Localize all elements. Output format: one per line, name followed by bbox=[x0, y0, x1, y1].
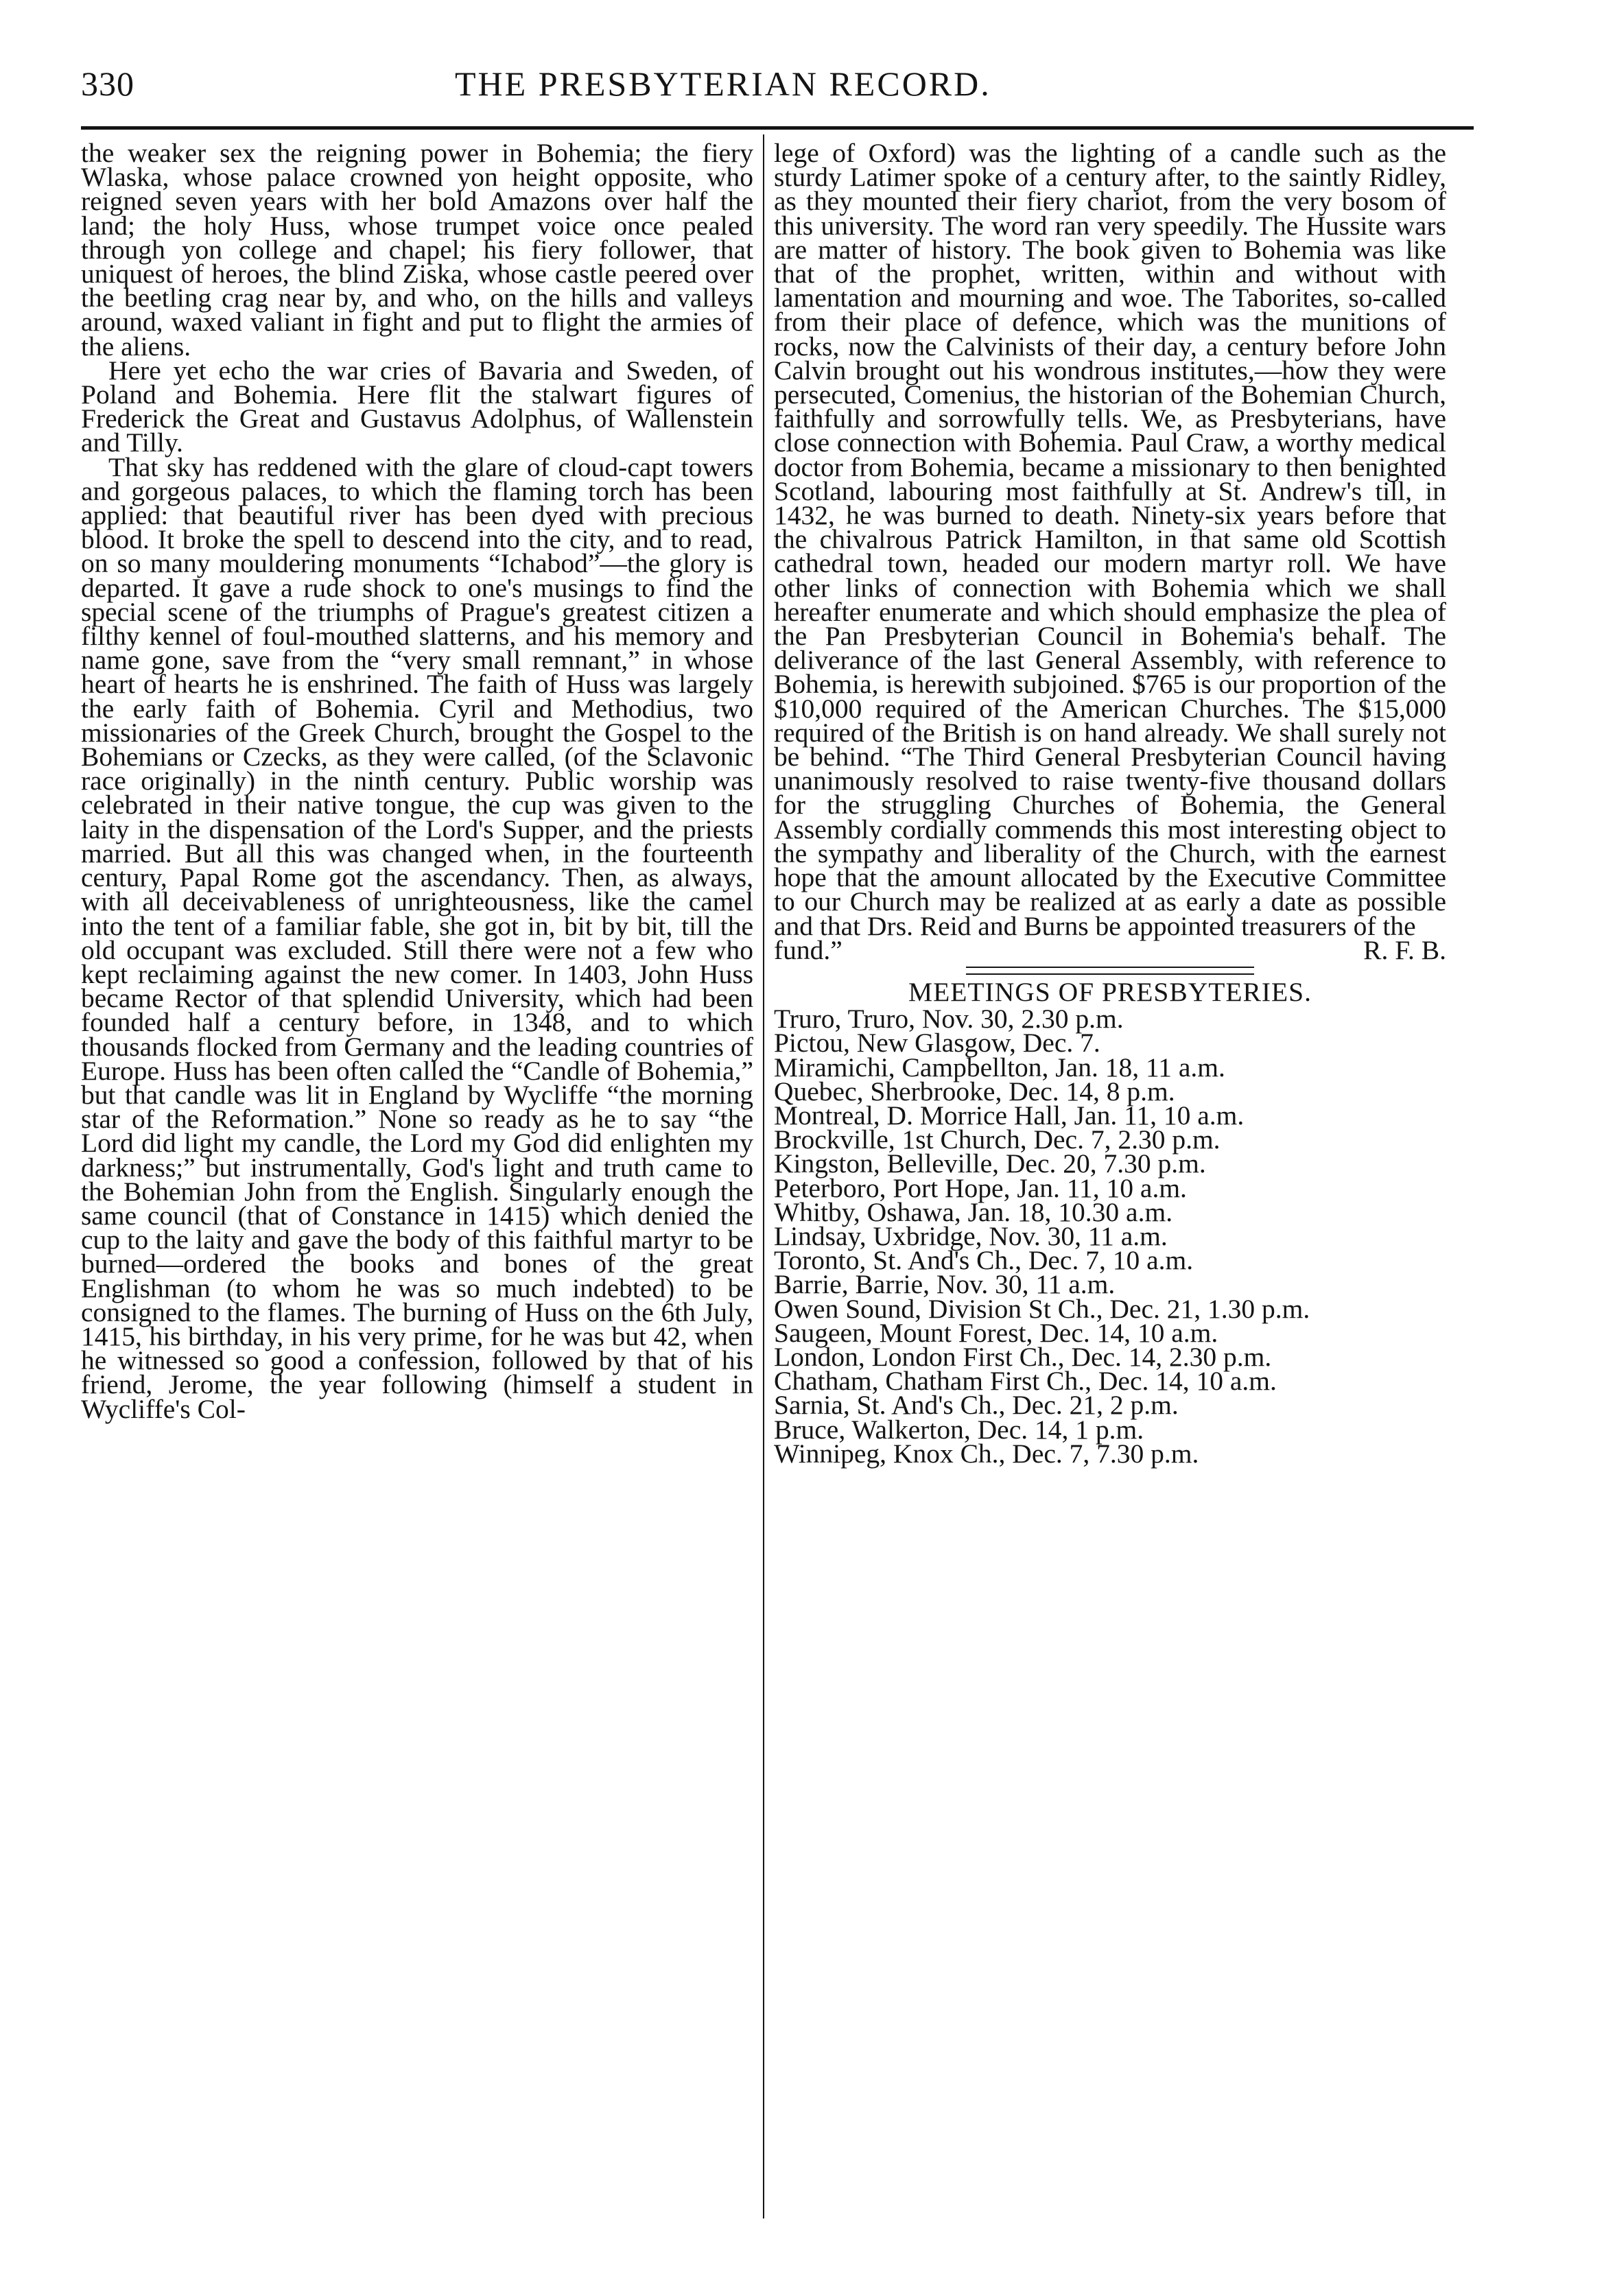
header-rule bbox=[81, 126, 1474, 130]
left-paragraph-3: That sky has reddened with the glare of cloud-capt towers and gorgeous palaces, to which the flaming torch has been applied: that beautiful river has been dyed with precious blood. It broke the spell to descend into the city, and to read, on so many mouldering monuments “Ichabod”—the glory is departed. It gave a rude shock to one's musings to find the special scene of the triumphs of Prague's greatest citizen a filthy kennel of foul-mouthed slatterns, and his memory and name gone, save from the “very small remnant,” in whose heart of hearts he is enshrined. The faith of Huss was largely the early faith of Bohemia. Cyril and Methodius, two missionaries of the Greek Church, brought the Gospel to the Bohemians or Czecks, as they were called, (of the Sclavonic race originally) in the ninth century. Public worship was celebrated in their native tongue, the cup was given to the laity in the dispensation of the Lord's Supper, and the priests married. But all this was changed when, in the fourteenth century, Papal Rome got the ascendancy. Then, as always, with all deceivableness of unrighteousness, like the camel into the tent of a familiar fable, she got in, bit by bit, till the old occupant was excluded. Still there were not a few who kept reclaiming against the new comer. In 1403, John Huss became Rector of that splendid University, which had been founded half a century before, in 1348, and to which thousands flocked from Germany and the leading countries of Europe. Huss has been often called the “Candle of Bohemia,” but that candle was lit in England by Wycliffe “the morning star of the Reformation.” None so ready as he to say “the Lord did light my candle, the Lord my God did enlighten my darkness;” but instrumentally, God's light and truth came to the Bohemian John from the English. Singularly enough the same council (that of Constance in 1415) which denied the cup to the laity and gave the body of this faithful martyr to be burned—ordered the books and bones of the great Englishman (to whom he was so much indebted) to be consigned to the flames. The burning of Huss on the 6th July, 1415, his birthday, in his very prime, for he was but 42, when he witnessed so good a confession, followed by that of his friend, Jerome, the year following (himself a student in Wycliffe's Col- bbox=[81, 451, 753, 1424]
meeting-item: Montreal, D. Morrice Hall, Jan. 11, 10 a.m. bbox=[774, 1100, 1245, 1131]
left-paragraph-1: the weaker sex the reigning power in Bohemia; the fiery Wlaska, whose palace crowned yon height opposite, who reigned seven years with her bold Amazons over half the land; the holy Huss, whose trumpet voice once pealed through yon college and chapel; his fiery follower, that uniquest of heroes, the blind Ziska, whose castle peered over the beetling crag near by, and who, on the hills and valleys around, waxed valiant in fight and put to flight the armies of the aliens. bbox=[81, 138, 753, 362]
author-signature: R. F. B. bbox=[1363, 934, 1446, 965]
meeting-item: Pictou, New Glasgow, Dec. 7. bbox=[774, 1028, 1100, 1058]
meeting-item: Miramichi, Campbellton, Jan. 18, 11 a.m. bbox=[774, 1052, 1225, 1082]
meetings-list bbox=[774, 1004, 1446, 1469]
right-paragraph-1: lege of Oxford) was the lighting of a candle such as the sturdy Latimer spoke of a century after, to the saintly Ridley, as they mounted their fiery chariot, from the very bosom of this university. The word ran very speedily. The Hussite wars are matter of history. The book given to Bohemia was like that of the prophet, written, within and without with lamentation and mourning and woe. The Taborites, so-called from their place of defence, which was the munitions of rocks, now the Calvinists of their day, a century before John Calvin brought out his wondrous institutes,—how they were persecuted, Comenius, the historian of the Bohemian Church, faithfully and sorrowfully tells. We, as Presbyterians, have close connection with Bohemia. Paul Craw, a worthy medical doctor from Bohemia, became a missionary to then benighted Scotland, labouring most faithfully at St. Andrew's till, in 1432, he was burned to death. Ninety-six years before that the chivalrous Patrick Hamilton, in that same old Scottish cathedral town, headed our modern martyr roll. We have other links of connection with Bohemia which we shall hereafter enumerate and which should emphasize the plea of the Pan Presbyterian Council in Bohemia's behalf. The deliverance of the last General Assembly, with reference to Bohemia, is herewith subjoined. $765 is our proportion of the $10,000 required of the American Churches. The $15,000 required of the British is on hand already. We shall surely not be behind. “The Third General Presbyterian Council having unanimously resolved to raise twenty-five thousand dollars for the struggling Churches of Bohemia, the General Assembly cordially commends this most interesting object to the sympathy and liberality of the Church, with the earnest hope that the amount allocated by the Executive Committee to our Church may be realized at as early a date as possible and that Drs. Reid and Burns be appointed treasurers of the bbox=[774, 138, 1446, 941]
page-number: 330 bbox=[81, 64, 134, 103]
right-column bbox=[774, 138, 1446, 1469]
meeting-item: Whitby, Oshawa, Jan. 18, 10.30 a.m. bbox=[774, 1196, 1173, 1227]
closing-text: fund.” bbox=[774, 934, 842, 965]
meetings-heading: MEETINGS OF PRESBYTERIES. bbox=[908, 976, 1312, 1007]
meeting-item: Toronto, St. And's Ch., Dec. 7, 10 a.m. bbox=[774, 1245, 1194, 1276]
running-title: THE PRESBYTERIAN RECORD. bbox=[455, 64, 991, 103]
meeting-item: Barrie, Barrie, Nov. 30, 11 a.m. bbox=[774, 1269, 1116, 1300]
meeting-item: Peterboro, Port Hope, Jan. 11, 10 a.m. bbox=[774, 1172, 1187, 1203]
meeting-item: London, London First Ch., Dec. 14, 2.30 p.m. bbox=[774, 1341, 1272, 1372]
meeting-item: Owen Sound, Division St Ch., Dec. 21, 1.30 p.m. bbox=[774, 1293, 1310, 1324]
meeting-item: Quebec, Sherbrooke, Dec. 14, 8 p.m. bbox=[774, 1076, 1175, 1106]
meeting-item: Chatham, Chatham First Ch., Dec. 14, 10 a.m. bbox=[774, 1366, 1277, 1397]
meeting-item: Kingston, Belleville, Dec. 20, 7.30 p.m. bbox=[774, 1148, 1206, 1179]
meeting-item: Truro, Truro, Nov. 30, 2.30 p.m. bbox=[774, 1004, 1124, 1034]
meeting-item: Saugeen, Mount Forest, Dec. 14, 10 a.m. bbox=[774, 1317, 1218, 1348]
meeting-item: Winnipeg, Knox Ch., Dec. 7, 7.30 p.m. bbox=[774, 1438, 1199, 1469]
column-divider bbox=[763, 134, 764, 2218]
meeting-item: Sarnia, St. And's Ch., Dec. 21, 2 p.m. bbox=[774, 1390, 1179, 1421]
left-paragraph-2: Here yet echo the war cries of Bavaria and Sweden, of Poland and Bohemia. Here flit the stalwart figures of Frederick the Great and Gustavus Adolphus, of Wallenstein and Tilly. bbox=[81, 355, 753, 458]
signature-line bbox=[774, 934, 1446, 965]
meeting-item: Bruce, Walkerton, Dec. 14, 1 p.m. bbox=[774, 1414, 1144, 1445]
meeting-item: Brockville, 1st Church, Dec. 7, 2.30 p.m. bbox=[774, 1124, 1221, 1155]
meeting-item: Lindsay, Uxbridge, Nov. 30, 11 a.m. bbox=[774, 1220, 1168, 1251]
page-header bbox=[81, 63, 1474, 111]
left-column bbox=[81, 138, 753, 1424]
section-double-rule bbox=[966, 967, 1254, 975]
